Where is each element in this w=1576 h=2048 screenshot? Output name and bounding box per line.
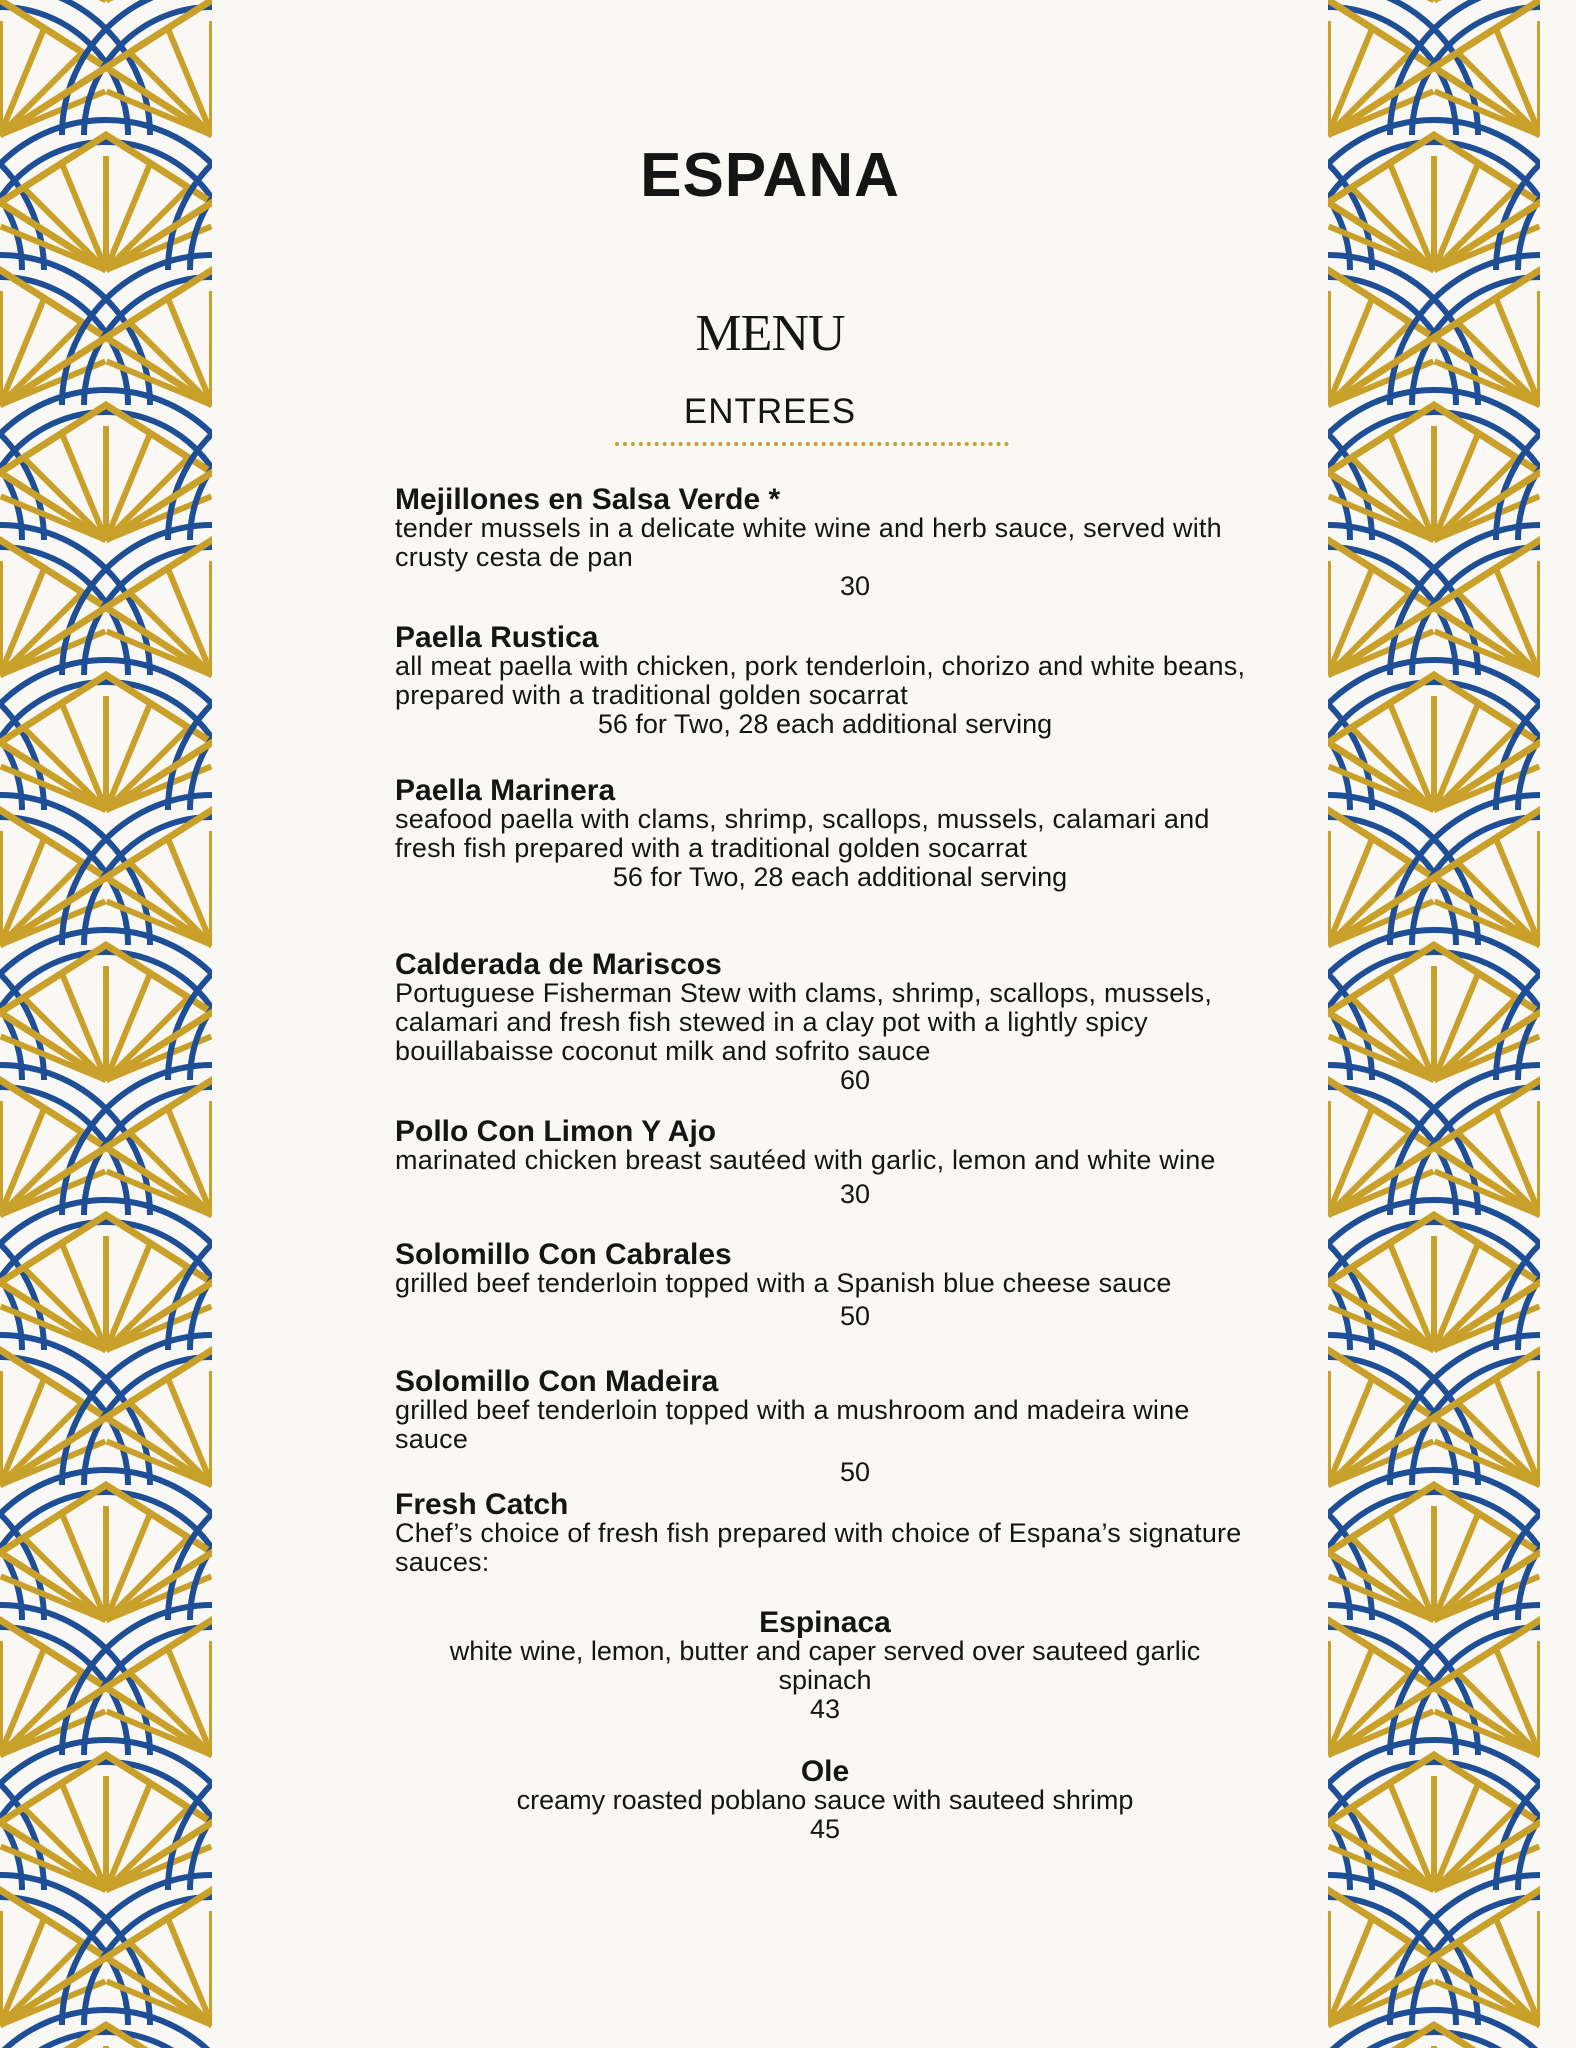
menu-item [395,1367,1255,1487]
item-price: 30 [839,571,871,601]
sauce-description: white wine, lemon, butter and caper served over sauteed garlic spinach [449,1636,1201,1695]
sauce-name: Espinaca [759,1606,891,1639]
item-description: Chef’s choice of fresh fish prepared with choice of Espana’s signature sauces: [395,1518,1242,1577]
item-price: 56 for Two, 28 each additional serving [597,709,1053,739]
sauce-option [395,1757,1255,1844]
item-price: 56 for Two, 28 each additional serving [612,862,1068,892]
section-title-entrees: ENTREES [683,392,857,431]
decorative-border-left [0,0,212,2048]
item-price: 50 [839,1457,871,1487]
item-description: grilled beef tenderloin topped with a mushroom and madeira wine sauce [395,1395,1190,1454]
menu-item [395,776,1255,892]
item-name: Fresh Catch [395,1488,569,1521]
decorative-border-right [1328,0,1540,2048]
menu-title: MENU [695,305,845,362]
sauce-price: 43 [809,1694,841,1724]
sauce-price: 45 [809,1814,841,1844]
restaurant-name: ESPANA [640,141,900,210]
item-description: marinated chicken breast sautéed with garlic, lemon and white wine [395,1145,1216,1175]
item-name: Paella Rustica [395,621,599,654]
item-description: grilled beef tenderloin topped with a Spanish blue cheese sauce [395,1268,1172,1298]
item-name: Pollo Con Limon Y Ajo [395,1115,717,1148]
menu-item [395,1490,1255,1577]
item-name: Mejillones en Salsa Verde * [395,483,781,516]
item-description: tender mussels in a delicate white wine and herb sauce, served with crusty cesta de pan [395,513,1222,572]
menu-item [395,485,1255,601]
menu-page [212,0,1328,2048]
item-name: Calderada de Mariscos [395,948,722,981]
item-name: Paella Marinera [395,774,616,807]
item-name: Solomillo Con Madeira [395,1365,719,1398]
menu-item [395,950,1255,1095]
item-price: 30 [839,1179,871,1209]
sauce-description: creamy roasted poblano sauce with sauteed shrimp [516,1785,1134,1815]
fan-pattern-right [1328,0,1540,2048]
item-description: all meat paella with chicken, pork tenderloin, chorizo and white beans, prepared with a traditional golden socarrat [395,651,1246,710]
item-price: 50 [839,1301,871,1331]
item-description: seafood paella with clams, shrimp, scallops, mussels, calamari and fresh fish prepared with a traditional golden socarrat [395,804,1210,863]
item-name: Solomillo Con Cabrales [395,1238,732,1271]
item-price: 60 [839,1065,871,1095]
menu-item [395,623,1255,739]
sauce-name: Ole [800,1755,850,1788]
menu-item [395,1117,1255,1209]
fan-pattern-left [0,0,212,2048]
item-description: Portuguese Fisherman Stew with clams, shrimp, scallops, mussels, calamari and fresh fish stewed in a clay pot with a lightly spicy bouillabaisse coconut milk and sofrito sauce [395,978,1213,1066]
section-divider [615,442,1009,446]
sauce-option [395,1608,1255,1724]
menu-item [395,1240,1255,1331]
